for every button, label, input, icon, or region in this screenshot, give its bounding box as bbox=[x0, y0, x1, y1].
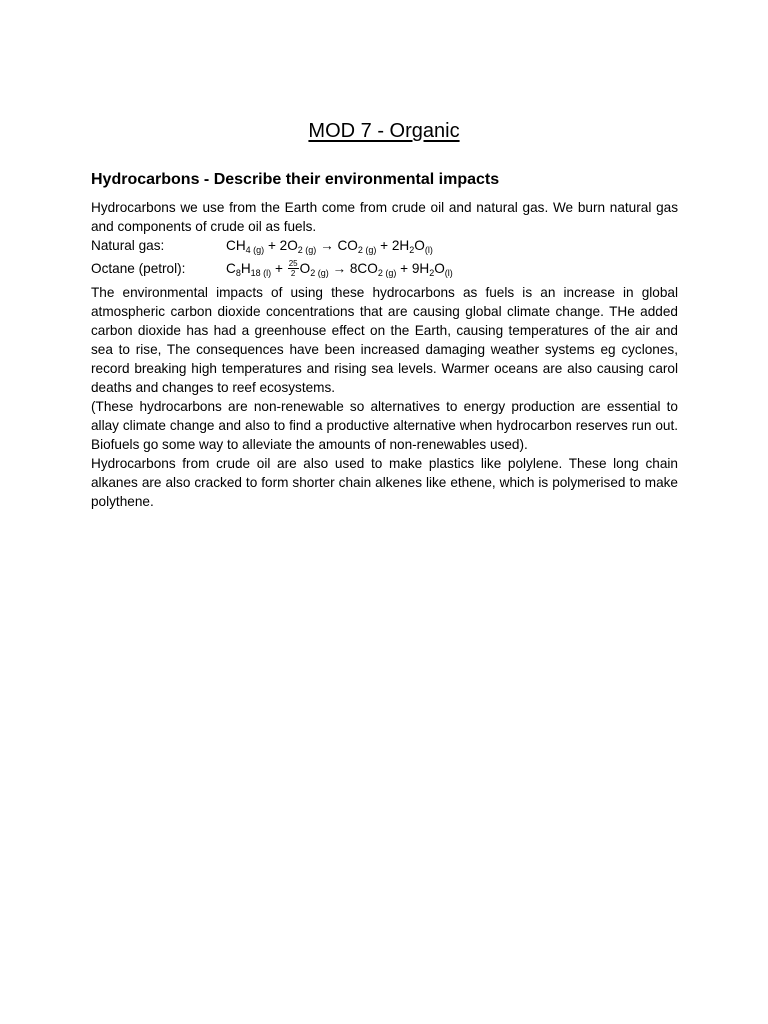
eq-subscript: 2 (g) bbox=[377, 268, 397, 278]
natural-gas-equation-row bbox=[91, 236, 681, 256]
natural-gas-label: Natural gas: bbox=[91, 238, 165, 253]
eq-text: + 9H bbox=[400, 261, 430, 276]
eq-subscript: 2 (g) bbox=[297, 245, 317, 255]
intro-paragraph: Hydrocarbons we use from the Earth come from crude oil and natural gas. We burn natural gas and components of crude oil as fuels. bbox=[91, 200, 678, 234]
plastics-paragraph: Hydrocarbons from crude oil are also used to make plastics like polylene. These long chain alkanes are also cracked to form shorter chain alkenes like ethene, which is polymerised to make polythene. bbox=[91, 456, 678, 509]
eq-subscript: (l) bbox=[444, 268, 453, 278]
eq-text: C bbox=[226, 261, 236, 276]
eq-text: + bbox=[274, 261, 283, 276]
eq-subscript: 8 bbox=[235, 268, 241, 278]
eq-text: CH bbox=[226, 238, 246, 253]
eq-text: + 2H bbox=[380, 238, 410, 253]
eq-text: O bbox=[434, 261, 445, 276]
eq-subscript: 4 (g) bbox=[245, 245, 265, 255]
eq-subscript: (l) bbox=[424, 245, 433, 255]
octane-label: Octane (petrol): bbox=[91, 261, 186, 276]
eq-subscript: 18 (l) bbox=[250, 268, 272, 278]
natural-gas-equation bbox=[226, 236, 433, 257]
fraction-numerator: 25 bbox=[288, 258, 298, 268]
eq-text: → 8CO bbox=[332, 261, 378, 276]
page-title: MOD 7 - Organic bbox=[308, 120, 460, 142]
eq-text: O bbox=[414, 238, 425, 253]
section-heading: Hydrocarbons - Describe their environmental impacts bbox=[91, 171, 500, 188]
eq-text: O bbox=[299, 261, 311, 276]
octane-equation bbox=[226, 259, 453, 280]
eq-subscript: 2 (g) bbox=[357, 245, 377, 255]
fraction bbox=[288, 259, 299, 278]
eq-subscript: 2 bbox=[429, 268, 435, 278]
non-renewable-paragraph: (These hydrocarbons are non-renewable so alternatives to energy production are essential to allay climate change and also to find a productive alternative when hydrocarbon reserves run out. Biofuels go some way to alleviate the amounts of non-renewables used). bbox=[91, 399, 678, 452]
environmental-impacts-paragraph: The environmental impacts of using these hydrocarbons as fuels is an increase in global atmospheric carbon dioxide concentrations that are causing global climate change. THe added carbon dioxide has had a greenhouse effect on the Earth, causing temperatures of the air and sea to rise, The consequences have been increased damaging weather systems eg cyclones, record breaking high temperatures and rising sea levels. Warmer oceans are also causing carol deaths and changes to reef ecosystems. bbox=[91, 285, 678, 395]
eq-subscript: 2 (g) bbox=[310, 268, 329, 278]
octane-equation-row bbox=[91, 259, 681, 279]
eq-text: → CO bbox=[320, 238, 358, 253]
eq-text: + 2O bbox=[267, 238, 298, 253]
fraction-denominator: 2 bbox=[290, 268, 296, 278]
eq-text: H bbox=[240, 261, 251, 276]
eq-subscript: 2 bbox=[409, 245, 415, 255]
